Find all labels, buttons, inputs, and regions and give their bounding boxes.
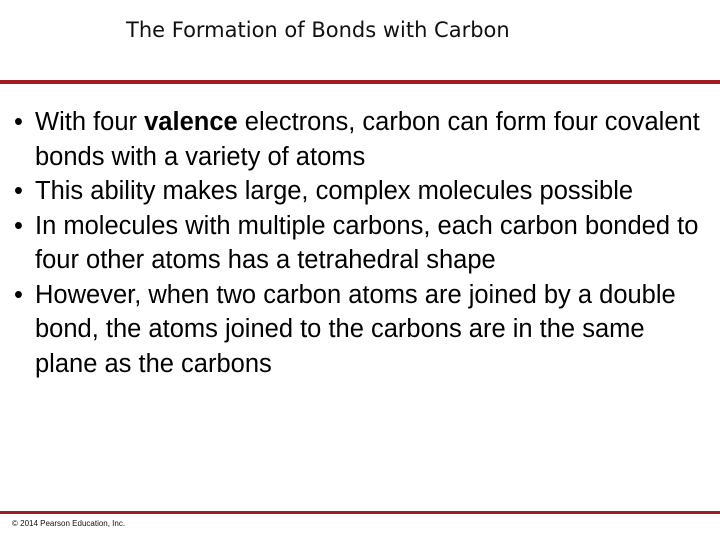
bullet-marker: • [14, 177, 23, 205]
bullet-text: In molecules with multiple carbons, each carbon bonded to four other atoms has a tetrahedral shape [35, 211, 699, 274]
bullet-item-tetrahedral [14, 209, 714, 278]
top-divider-rule [0, 80, 720, 84]
bullet-text: However, when two carbon atoms are joined by a double bond, the atoms joined to the carbons are in the same plane as the carbons [35, 280, 676, 378]
keyword-valence: valence [144, 108, 238, 136]
bullet-marker: • [14, 280, 23, 309]
slide-title: The Formation of Bonds with Carbon [126, 18, 510, 42]
bullet-text-end: electrons, carbon can form four covalent bonds with a variety of atoms [35, 108, 700, 171]
bottom-divider-rule [0, 511, 720, 514]
bullet-text-start: With four [35, 108, 145, 136]
bullet-marker: • [14, 211, 23, 240]
bullet-item-double-bond [14, 278, 714, 382]
bullet-item-large-molecules [14, 174, 714, 209]
bullet-item-valence [14, 105, 714, 174]
bullet-list [14, 105, 714, 381]
bullet-text: This ability makes large, complex molecules possible [35, 177, 634, 205]
bullet-marker: • [14, 108, 23, 136]
copyright-footer: © 2014 Pearson Education, Inc. [12, 519, 126, 528]
